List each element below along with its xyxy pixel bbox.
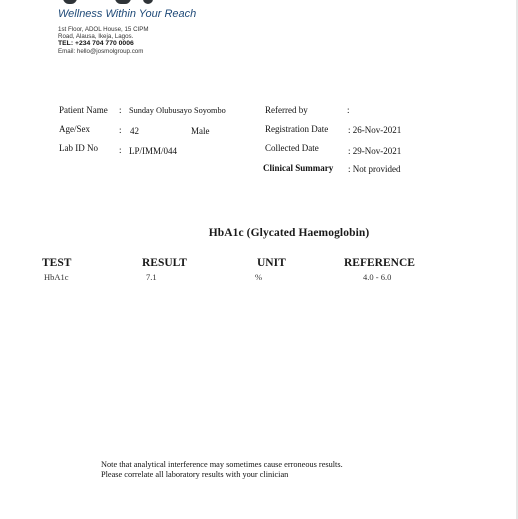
cell-test: HbA1c xyxy=(44,272,69,282)
company-tagline: Wellness Within Your Reach xyxy=(58,8,197,20)
address-line-2: Road, Alausa, Ikeja, Lagos. xyxy=(58,33,134,41)
column-header-reference: REFERENCE xyxy=(344,257,415,269)
column-header-unit: UNIT xyxy=(257,257,286,269)
telephone: TEL: +234 704 770 0006 xyxy=(58,40,134,48)
age-value: 42 xyxy=(130,126,139,136)
cell-reference: 4.0 - 6.0 xyxy=(363,272,392,282)
lab-id-sep: : xyxy=(119,145,122,155)
patient-name-label: Patient Name xyxy=(59,105,108,115)
patient-name-sep: : xyxy=(119,105,122,115)
lab-id-label: Lab ID No xyxy=(59,143,98,153)
disclaimer-line-2: Please correlate all laboratory results with your clinician xyxy=(101,470,289,479)
disclaimer-line-1: Note that analytical interference may sometimes cause erroneous results. xyxy=(101,460,343,469)
lab-id-value: LP/IMM/044 xyxy=(129,146,178,156)
cell-result: 7.1 xyxy=(146,272,157,282)
email: Email: hello@josmolgroup.com xyxy=(58,47,144,55)
cell-unit: % xyxy=(255,272,263,282)
disclaimer-note xyxy=(101,460,343,480)
registration-date-value: : 26-Nov-2021 xyxy=(348,125,402,135)
patient-name-value: Sunday Olubusayo Soyombo xyxy=(129,106,226,115)
referred-by-label: Referred by xyxy=(265,105,308,115)
column-header-result: RESULT xyxy=(142,257,187,269)
collected-date-label: Collected Date xyxy=(265,143,319,153)
sex-value: Male xyxy=(191,126,210,136)
clinical-summary-value: : Not provided xyxy=(348,164,401,174)
collected-date-value: : 29-Nov-2021 xyxy=(348,146,402,156)
age-sex-sep: : xyxy=(119,125,122,135)
clinical-summary-label: Clinical Summary xyxy=(263,163,334,173)
column-header-test: TEST xyxy=(42,257,72,269)
report-title: HbA1c (Glycated Haemoglobin) xyxy=(208,227,370,239)
age-sex-label: Age/Sex xyxy=(59,124,90,134)
address-line-1: 1st Floor, ADOL House, 15 CIPM xyxy=(58,26,149,33)
company-address-block xyxy=(58,26,149,55)
registration-date-label: Registration Date xyxy=(265,124,329,134)
referred-by-sep: : xyxy=(347,105,350,115)
logo-cropped xyxy=(55,0,175,5)
